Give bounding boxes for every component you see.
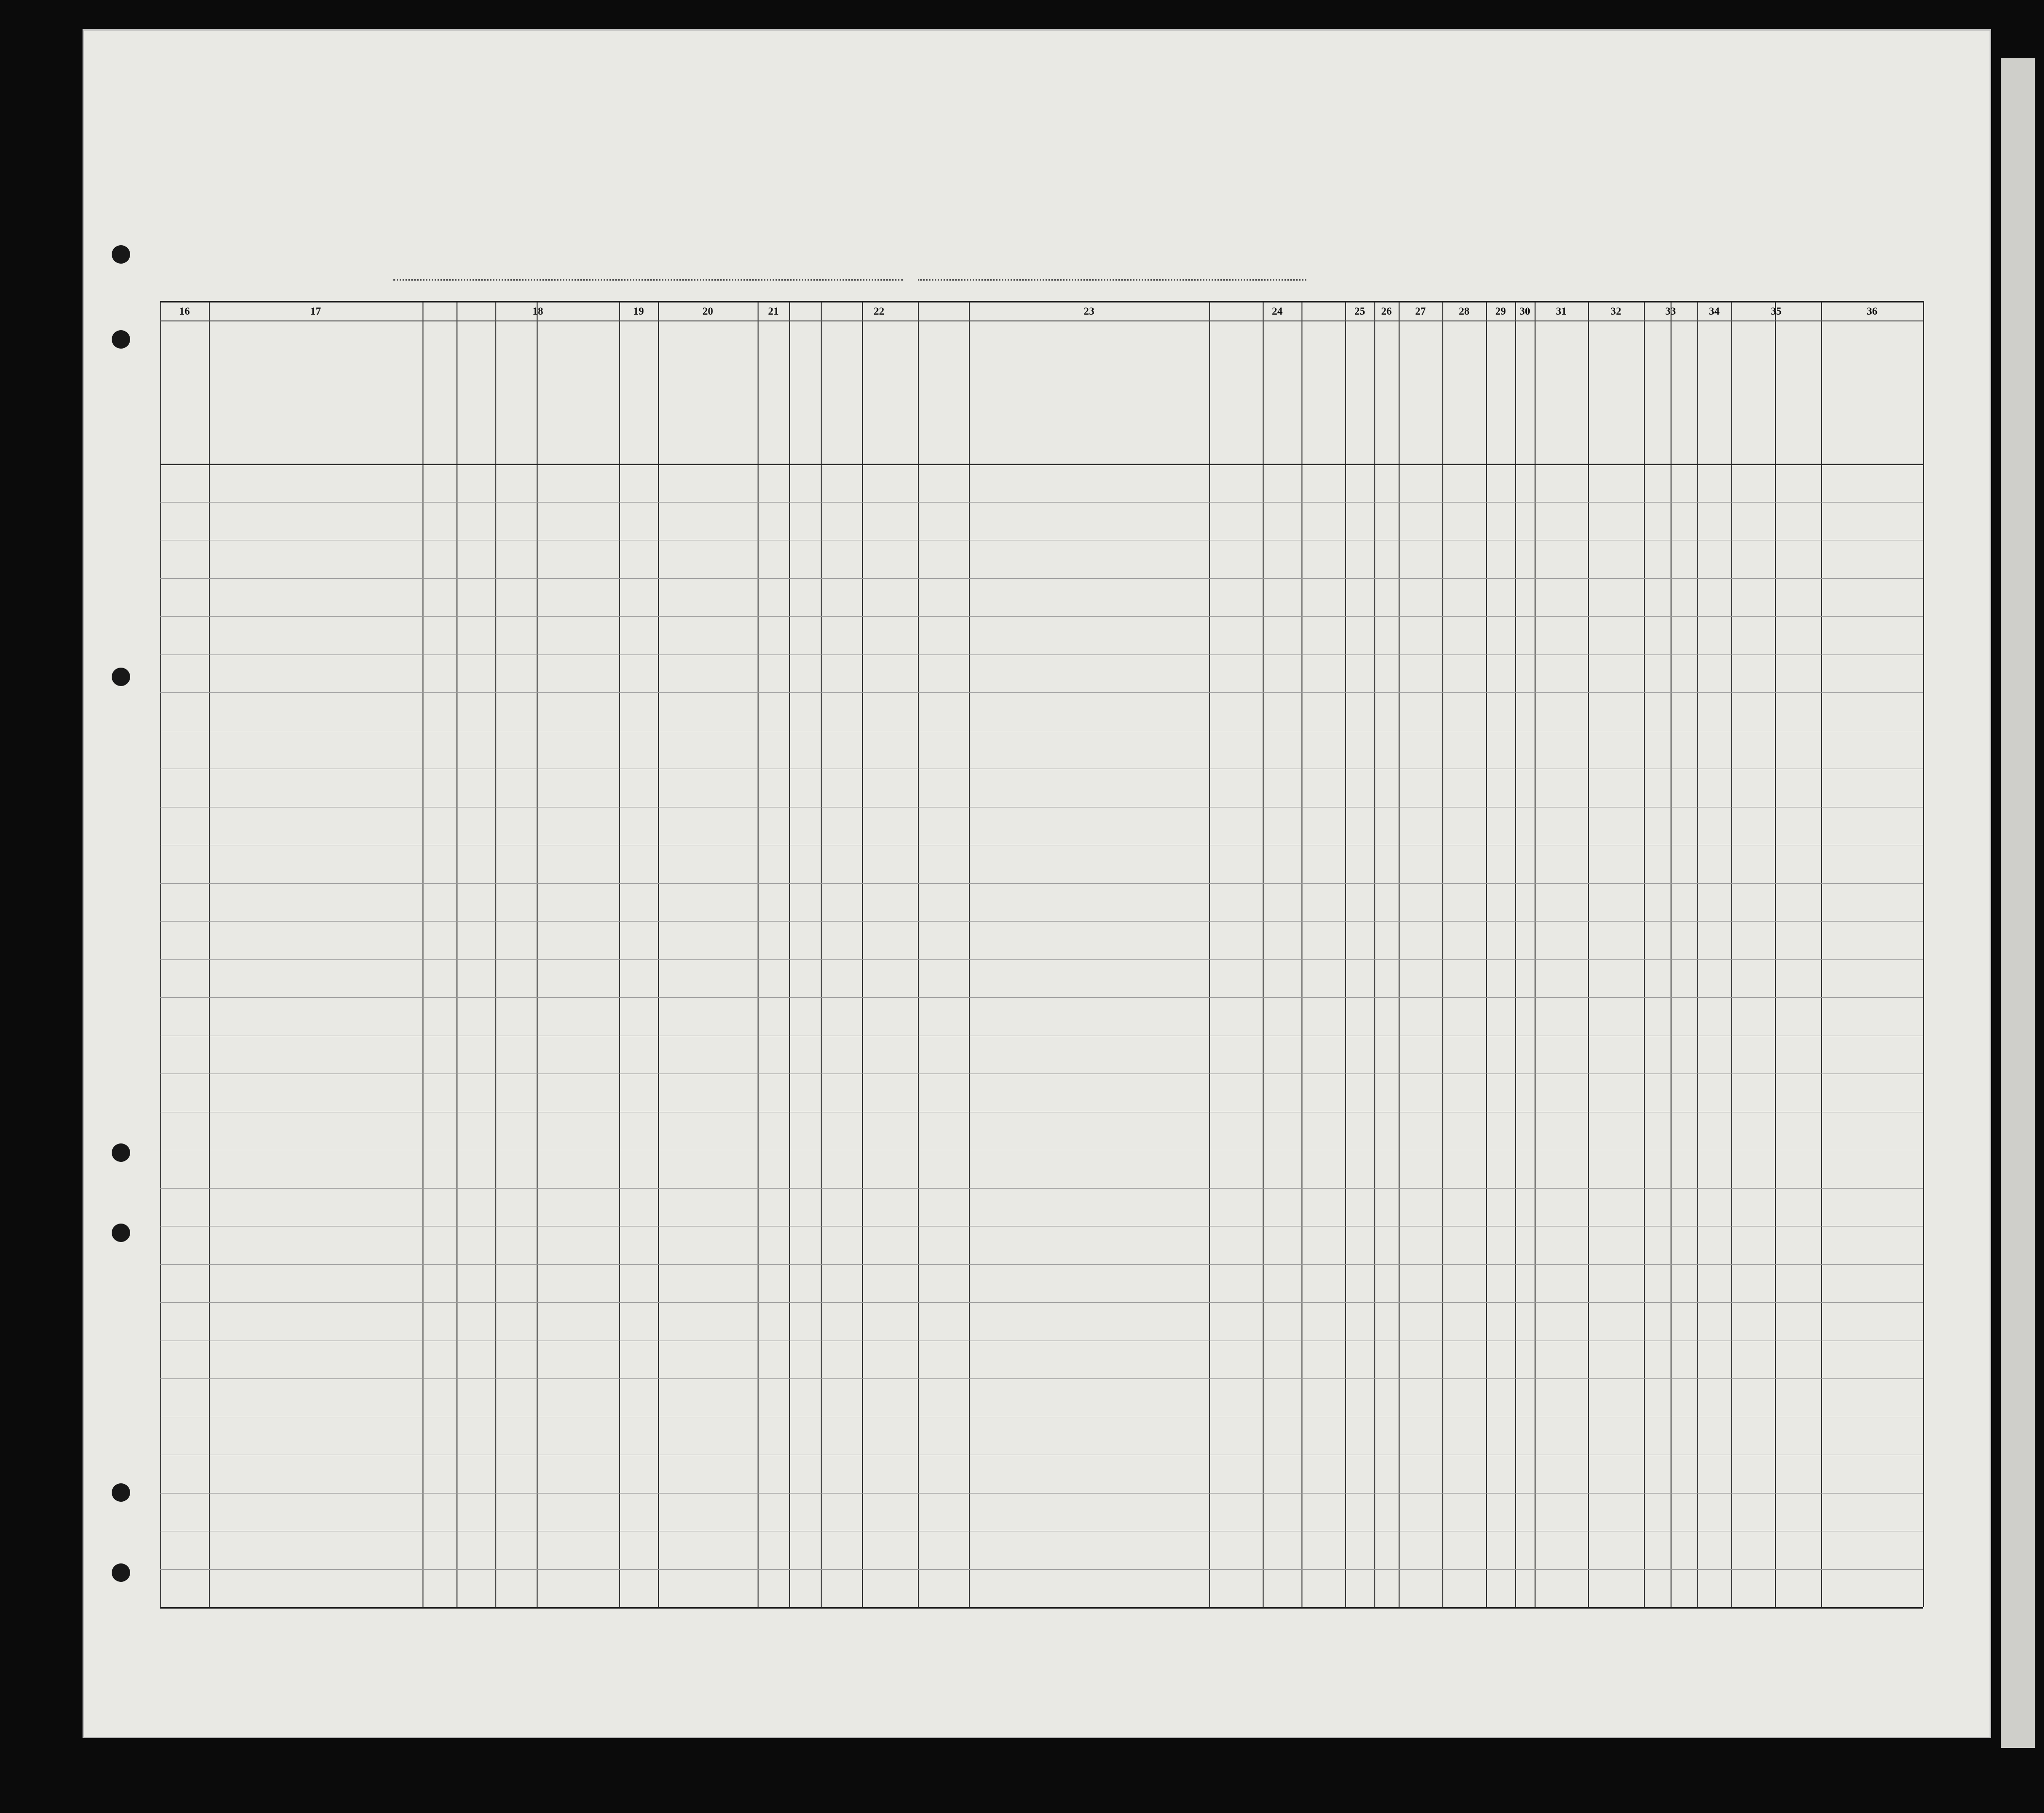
row-divider <box>160 997 1923 998</box>
binder-hole <box>112 1224 130 1242</box>
column-divider <box>789 301 790 1607</box>
binder-hole <box>112 245 130 264</box>
header-bottom-border <box>160 464 1923 465</box>
column-divider <box>160 301 161 1607</box>
column-number: 28 <box>1459 305 1470 317</box>
column-divider <box>1697 301 1698 1607</box>
row-divider <box>160 1188 1923 1189</box>
column-number: 23 <box>1083 305 1095 317</box>
binder-hole <box>112 330 130 349</box>
header-ticket <box>624 340 653 461</box>
column-number: 25 <box>1354 305 1365 317</box>
column-divider <box>1263 301 1264 1607</box>
column-divider <box>1301 301 1302 1607</box>
binder-hole <box>112 1483 130 1502</box>
column-number: 22 <box>874 305 884 317</box>
row-divider <box>160 1264 1923 1265</box>
column-divider <box>1821 301 1822 1607</box>
column-number: 33 <box>1665 305 1676 317</box>
header-feet <box>1646 418 1668 456</box>
row-divider <box>160 959 1923 960</box>
column-number-divider <box>160 320 1923 321</box>
column-number: 26 <box>1381 305 1392 317</box>
row-divider <box>160 1378 1923 1379</box>
column-divider <box>821 301 822 1607</box>
binder-hole <box>112 1143 130 1162</box>
row-divider <box>160 502 1923 503</box>
column-divider <box>1644 301 1645 1607</box>
column-divider <box>1209 301 1210 1607</box>
column-number: 20 <box>702 305 713 317</box>
column-number: 27 <box>1415 305 1426 317</box>
column-divider <box>1775 301 1776 1607</box>
column-number: 21 <box>768 305 779 317</box>
column-number: 30 <box>1520 305 1530 317</box>
column-number: 35 <box>1771 305 1782 317</box>
row-divider <box>160 1569 1923 1570</box>
column-divider <box>1671 301 1672 1607</box>
row-divider <box>160 1302 1923 1303</box>
column-divider <box>495 301 496 1607</box>
column-divider <box>1374 301 1375 1607</box>
column-number: 24 <box>1272 305 1283 317</box>
binder-hole <box>112 668 130 686</box>
column-number: 17 <box>310 305 321 317</box>
column-divider <box>918 301 919 1607</box>
column-number: 31 <box>1556 305 1567 317</box>
row-divider <box>160 578 1923 579</box>
binder-hole <box>112 1563 130 1582</box>
row-divider <box>160 921 1923 922</box>
column-number: 19 <box>633 305 644 317</box>
date-line <box>918 279 1306 281</box>
column-divider <box>1588 301 1589 1607</box>
manifest-sheet <box>83 29 1991 1738</box>
column-divider <box>1345 301 1346 1607</box>
column-divider <box>619 301 620 1607</box>
column-divider <box>1399 301 1400 1607</box>
next-page-edge <box>2001 58 2035 1748</box>
port-line <box>393 279 903 281</box>
column-number: 18 <box>532 305 543 317</box>
column-number: 16 <box>179 305 190 317</box>
column-divider <box>456 301 457 1607</box>
header-anarchist <box>1377 340 1391 447</box>
column-divider <box>209 301 210 1607</box>
column-number: 36 <box>1867 305 1877 317</box>
column-divider <box>969 301 970 1607</box>
column-divider <box>1731 301 1732 1607</box>
column-divider <box>658 301 659 1607</box>
column-divider <box>758 301 759 1607</box>
column-number: 29 <box>1495 305 1506 317</box>
column-number: 34 <box>1709 305 1720 317</box>
header-paid-by <box>658 369 755 374</box>
row-divider <box>160 883 1923 884</box>
column-divider <box>862 301 863 1607</box>
header-money <box>762 340 787 461</box>
row-divider <box>160 616 1923 617</box>
column-divider <box>1442 301 1443 1607</box>
column-divider <box>1515 301 1516 1607</box>
column-divider <box>1486 301 1487 1607</box>
table-top-border <box>160 301 1923 302</box>
column-divider <box>537 301 538 1607</box>
row-divider <box>160 692 1923 693</box>
column-divider <box>422 301 423 1607</box>
table-bottom-border <box>160 1607 1923 1609</box>
header-polygamist <box>1355 340 1369 447</box>
column-number: 32 <box>1610 305 1622 317</box>
column-divider <box>1535 301 1536 1607</box>
column-divider <box>1923 301 1924 1607</box>
row-divider <box>160 1493 1923 1494</box>
header-inches <box>1671 418 1692 456</box>
